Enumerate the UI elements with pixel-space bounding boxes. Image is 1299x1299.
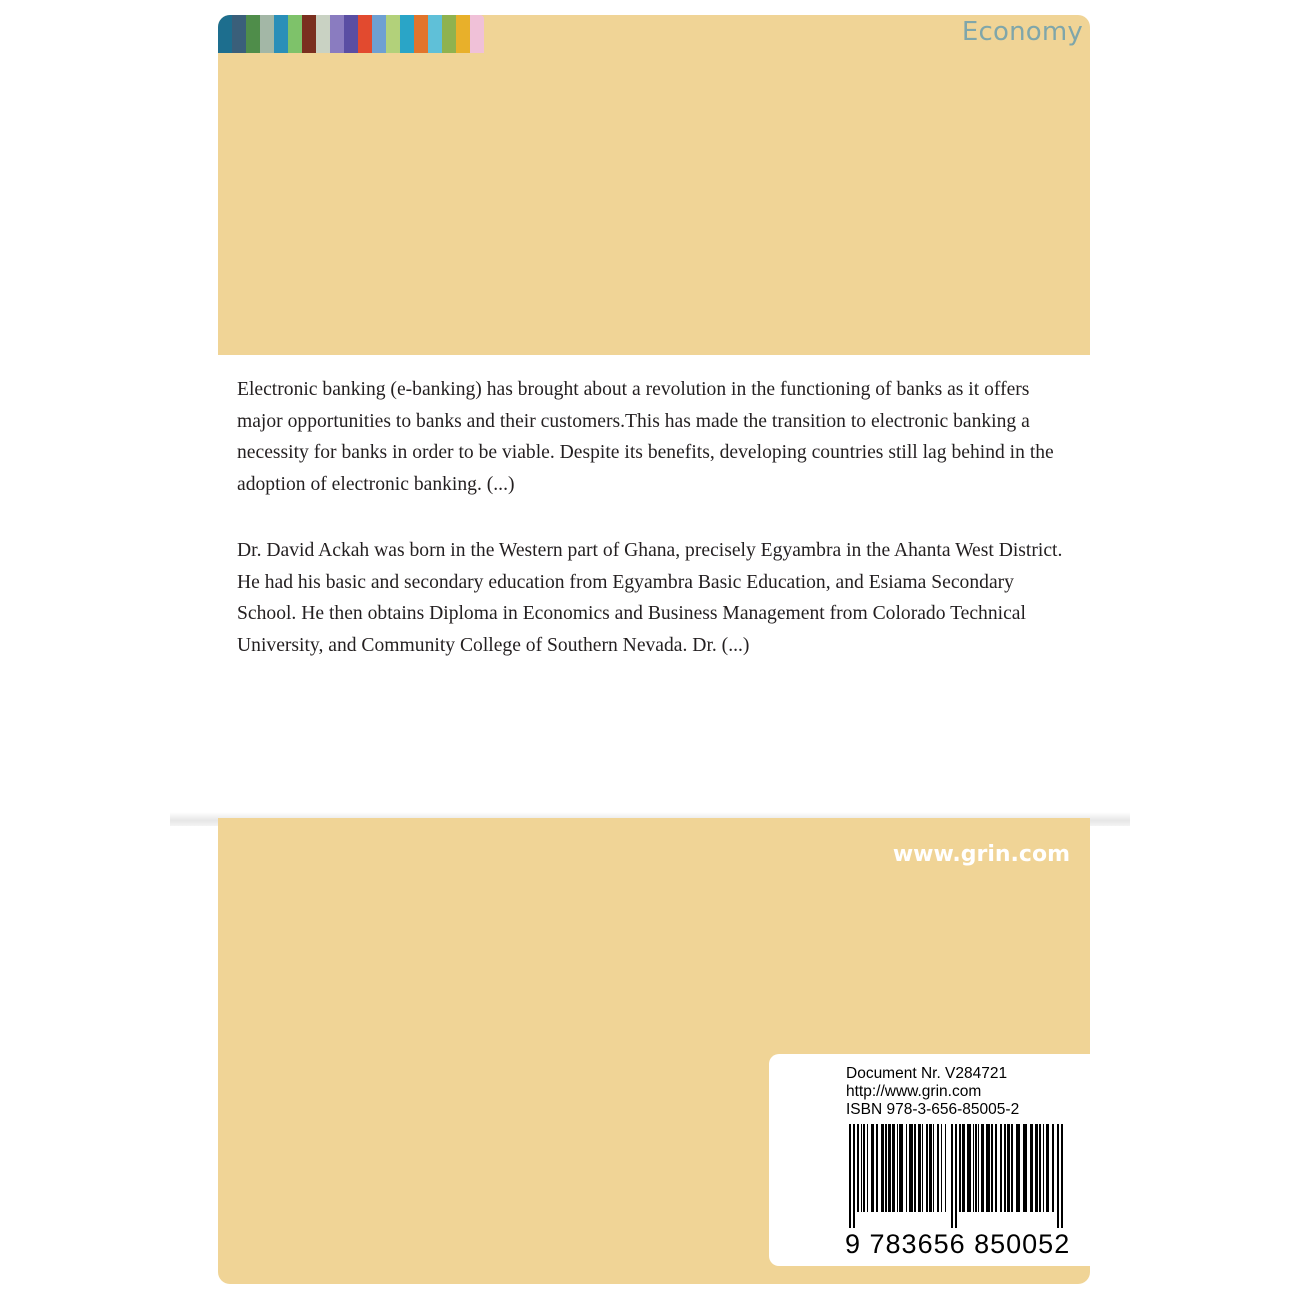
barcode-bar [892,1124,895,1212]
barcode-bar [978,1124,979,1212]
barcode-bar [926,1124,928,1212]
barcode-bar [1057,1124,1059,1228]
top-color-panel [218,15,1090,355]
barcode-bar [1046,1124,1049,1212]
barcode-bar [906,1124,907,1212]
barcode-bar [981,1124,984,1212]
barcode-bar [975,1124,977,1212]
document-url: http://www.grin.com [846,1083,982,1100]
barcode-bar [861,1124,862,1212]
isbn-barcode [843,1124,1069,1228]
barcode-bar [973,1124,974,1212]
color-swatch [330,15,344,53]
color-swatch [344,15,358,53]
author-bio-text: Dr. David Ackah was born in the Western part of Ghana, precisely Egyambra in the Ahanta West District. He had his basic and secondary education from Egyambra Basic Education, and Esiama Secondary School. He then obtains Diploma in Economics and Business Management from Colorado Technical University, and Community College of Southern Nevada. Dr. (...) [237,540,1063,656]
publisher-website: www.grin.com [892,842,1070,867]
color-swatch [316,15,330,53]
color-swatch [470,15,484,53]
barcode-bar [945,1124,946,1212]
color-swatch [456,15,470,53]
barcode-bar [1039,1124,1041,1212]
barcode-digits: 9 783656 850052 [845,1229,1071,1259]
color-swatch [358,15,372,53]
barcode-bar [918,1124,921,1212]
barcode-bar [1000,1124,1002,1212]
color-swatch [400,15,414,53]
barcode-bar [1035,1124,1038,1212]
barcode-bar [899,1124,903,1212]
barcode-bar [955,1124,957,1228]
barcode-bar [1016,1124,1020,1212]
color-swatch [274,15,288,53]
barcode-bar [871,1124,874,1212]
bottom-color-panel [218,818,1090,1284]
color-swatch [428,15,442,53]
barcode-bar [991,1124,993,1212]
barcode-bar [914,1124,916,1212]
barcode-bar [937,1124,939,1212]
barcode-bar [849,1124,851,1228]
barcode-bar [1043,1124,1044,1212]
barcode-bar [857,1124,859,1212]
book-summary-text: Electronic banking (e-banking) has brought about a revolution in the functioning of banks as it offers major opportunities to banks and their customers.This has made the transition to electronic banking a necessity for banks in order to be viable. Despite its benefits, developing countries still lag behind in the adoption of electronic banking. (...) [237,379,1054,495]
barcode-bar [909,1124,913,1212]
barcode-bar [897,1124,898,1212]
barcode-bar [888,1124,891,1212]
color-swatch [232,15,246,53]
barcode-box [769,1054,1090,1266]
color-swatch [218,15,232,53]
document-number: Document Nr. V284721 [846,1065,1008,1082]
barcode-bar [853,1124,855,1228]
color-swatch [246,15,260,53]
barcode-bar [1004,1124,1006,1212]
barcode-bar [1061,1124,1063,1228]
barcode-bar [1023,1124,1027,1212]
barcode-bar [1011,1124,1013,1212]
barcode-bar [1052,1124,1054,1212]
barcode-bar [951,1124,953,1228]
barcode-bar [995,1124,997,1212]
category-label: Economy [961,17,1083,47]
barcode-bar [885,1124,887,1212]
color-stripe-bar [218,15,484,53]
barcode-bar [929,1124,932,1212]
barcode-bar [863,1124,865,1212]
barcode-bar [881,1124,884,1212]
color-swatch [302,15,316,53]
barcode-bar [959,1124,961,1212]
barcode-bar [941,1124,942,1212]
barcode-bar [986,1124,990,1212]
color-swatch [260,15,274,53]
barcode-bar [867,1124,868,1212]
barcode-bar [933,1124,934,1212]
color-swatch [288,15,302,53]
barcode-bar [1030,1124,1033,1212]
color-swatch [442,15,456,53]
barcode-bar [1007,1124,1010,1212]
isbn-number: ISBN 978-3-656-85005-2 [846,1101,1020,1118]
barcode-bar [922,1124,923,1212]
color-swatch [414,15,428,53]
barcode-bar [876,1124,878,1212]
color-swatch [386,15,400,53]
color-swatch [372,15,386,53]
barcode-bar [967,1124,971,1212]
barcode-bar [962,1124,965,1212]
